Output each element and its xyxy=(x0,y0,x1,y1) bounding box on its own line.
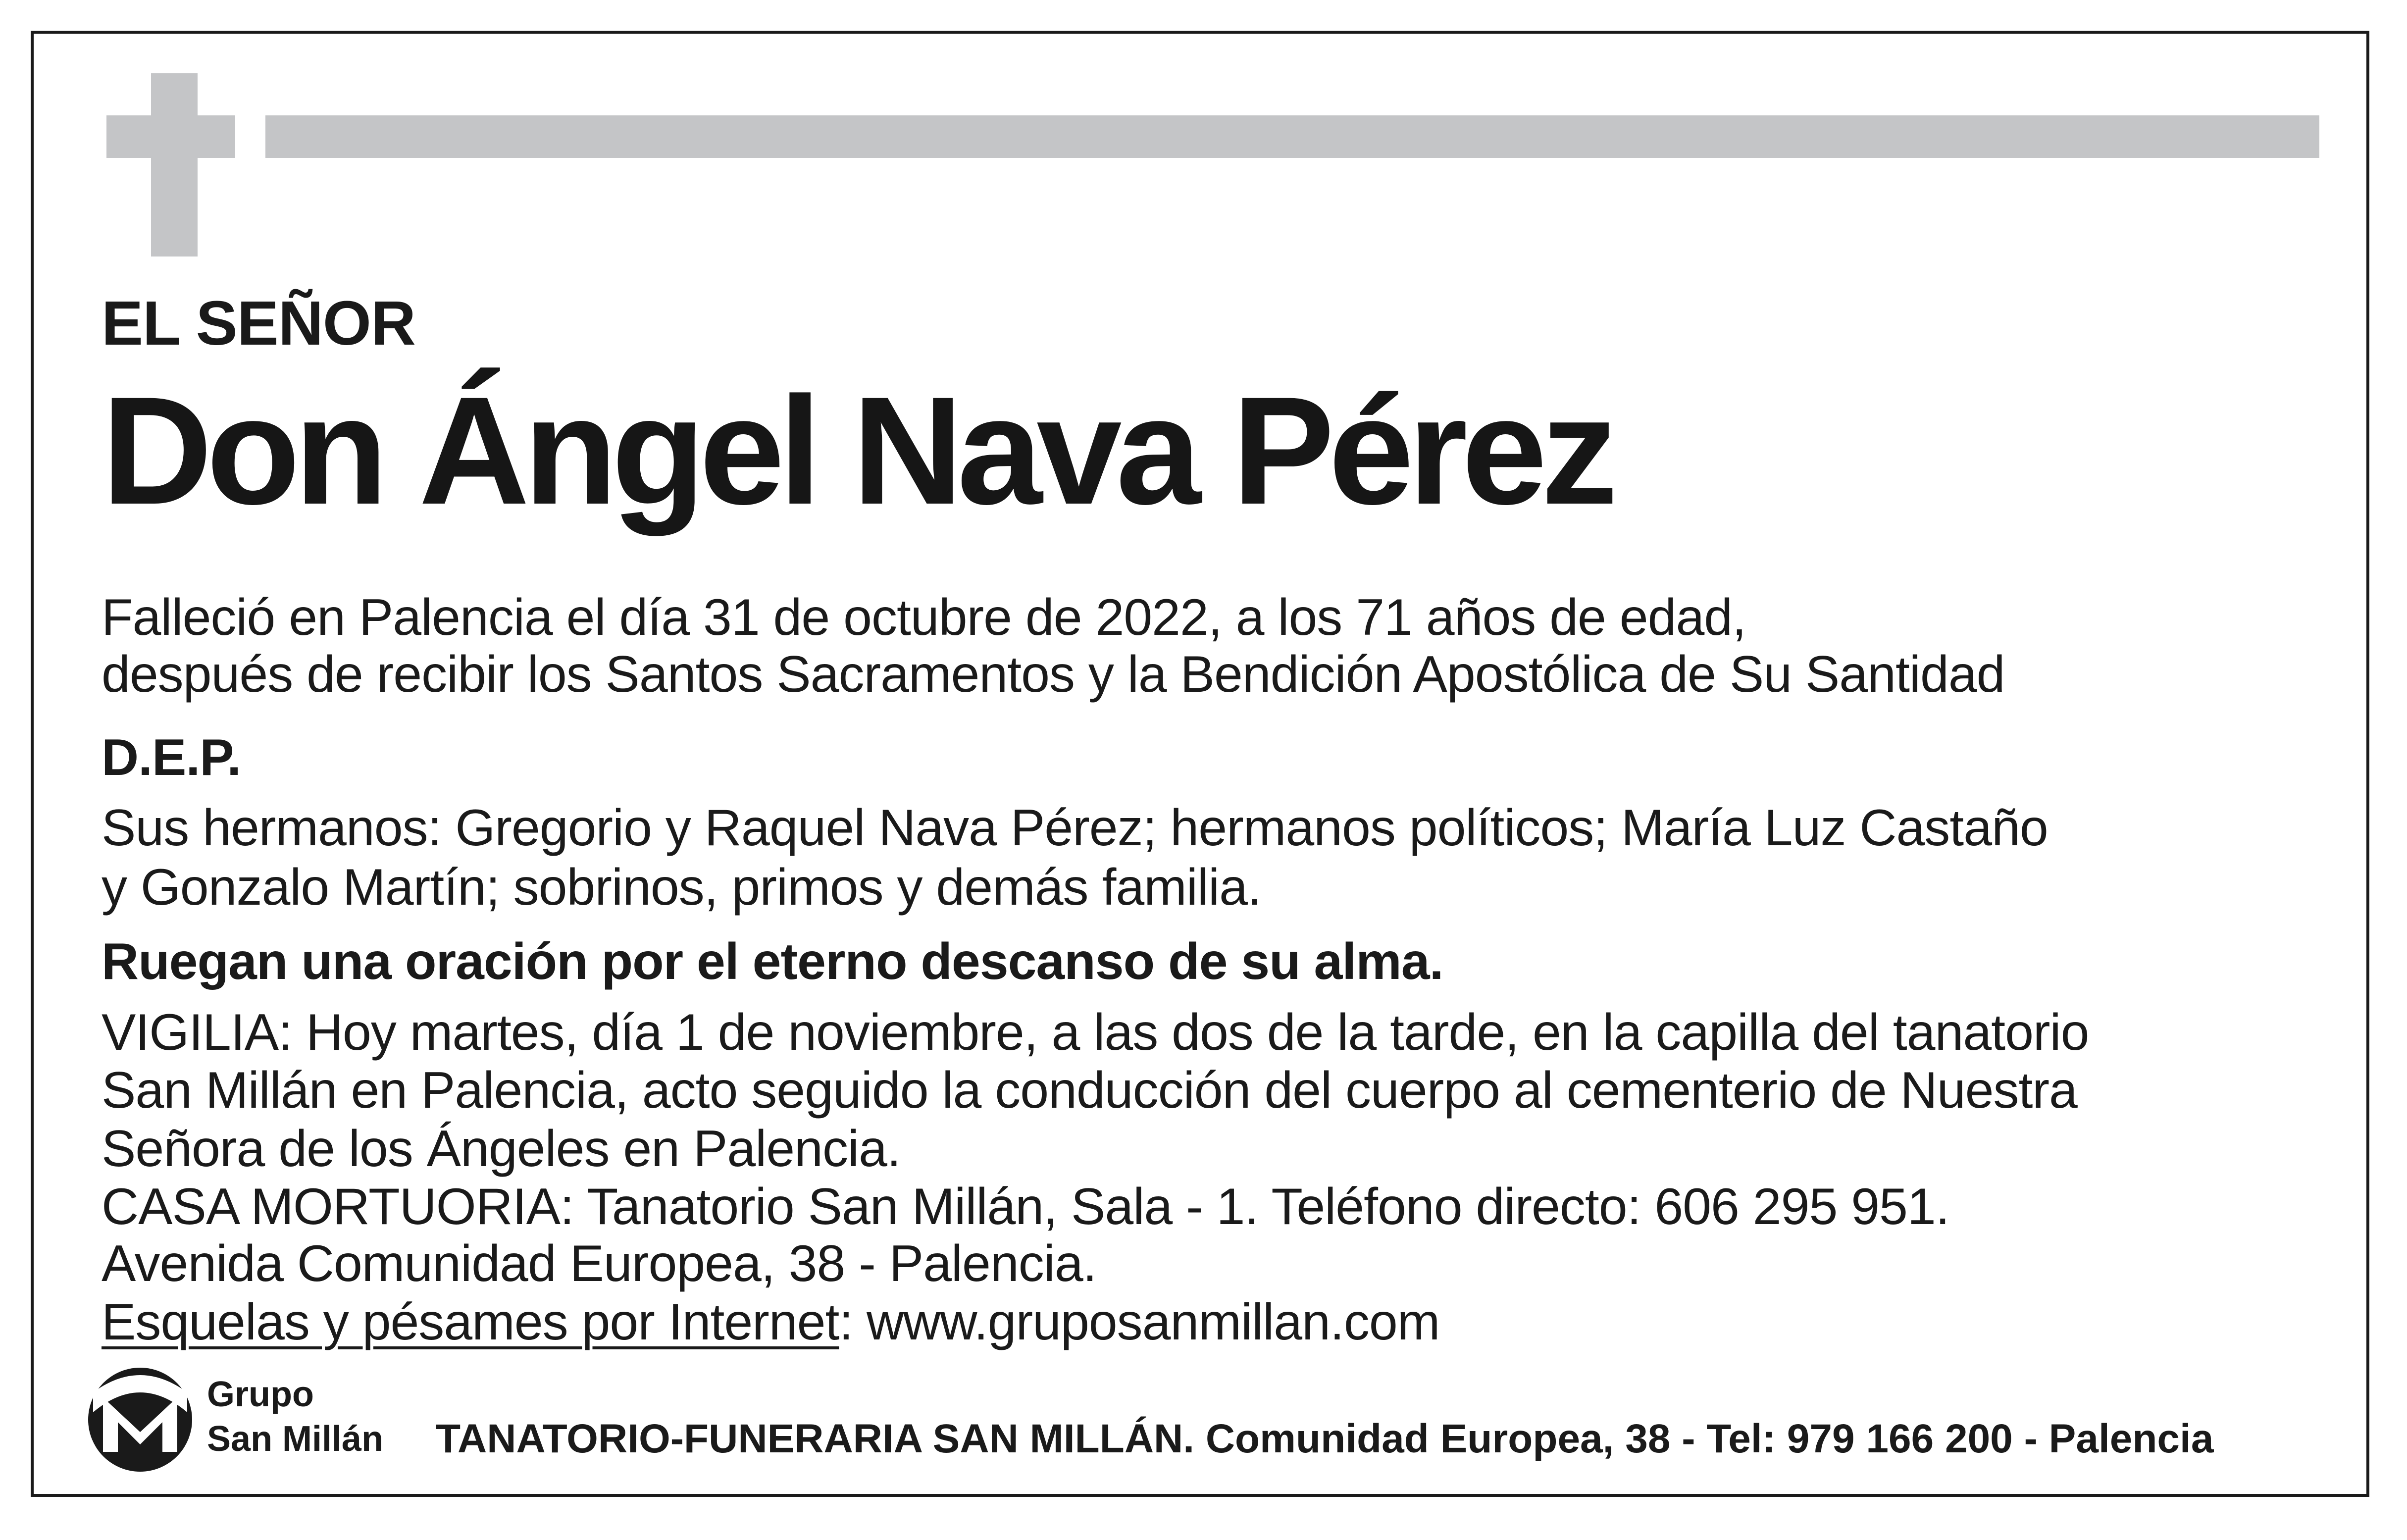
vigil-line-3: Señora de los Ángeles en Palencia. xyxy=(102,1120,901,1178)
mortuary-line: CASA MORTUORIA: Tanatorio San Millán, Sala - 1. Teléfono directo: 606 295 951. xyxy=(102,1178,1949,1235)
family-line-1: Sus hermanos: Gregorio y Raquel Nava Pérez; hermanos políticos; María Luz Castaño xyxy=(102,799,2048,857)
san-millan-logo-icon xyxy=(83,1363,197,1477)
address-line: Avenida Comunidad Europea, 38 - Palencia. xyxy=(102,1235,1097,1292)
internet-url[interactable]: : www.gruposanmillan.com xyxy=(839,1293,1440,1351)
logo-text-line-1: Grupo xyxy=(207,1375,314,1414)
vigil-line-1: VIGILIA: Hoy martes, día 1 de noviembre, a las dos de la tarde, en la capilla del tanatorio xyxy=(102,1004,2089,1061)
dep-label: D.E.P. xyxy=(102,729,241,786)
header-bar xyxy=(265,115,2319,158)
cross-icon-horizontal xyxy=(106,115,235,158)
cross-icon-vertical xyxy=(151,73,198,257)
death-line-1: Falleció en Palencia el día 31 de octubre de 2022, a los 71 años de edad, xyxy=(102,589,1746,646)
logo-text-line-2: San Millán xyxy=(207,1419,384,1459)
notice-title: EL SEÑOR xyxy=(102,288,415,358)
funeral-home-footer: TANATORIO-FUNERARIA SAN MILLÁN. Comunidad Europea, 38 - Tel: 979 166 200 - Palencia xyxy=(436,1416,2214,1461)
internet-label: Esquelas y pésames por Internet xyxy=(102,1293,839,1351)
deceased-name: Don Ángel Nava Pérez xyxy=(102,364,1612,536)
prayer-line: Ruegan una oración por el eterno descanso de su alma. xyxy=(102,933,1443,990)
death-line-2: después de recibir los Santos Sacramentos y la Bendición Apostólica de Su Santidad xyxy=(102,646,2005,703)
internet-line xyxy=(102,1293,1440,1351)
vigil-line-2: San Millán en Palencia, acto seguido la conducción del cuerpo al cementerio de Nuestra xyxy=(102,1062,2077,1119)
family-line-2: y Gonzalo Martín; sobrinos, primos y demás familia. xyxy=(102,859,1261,916)
